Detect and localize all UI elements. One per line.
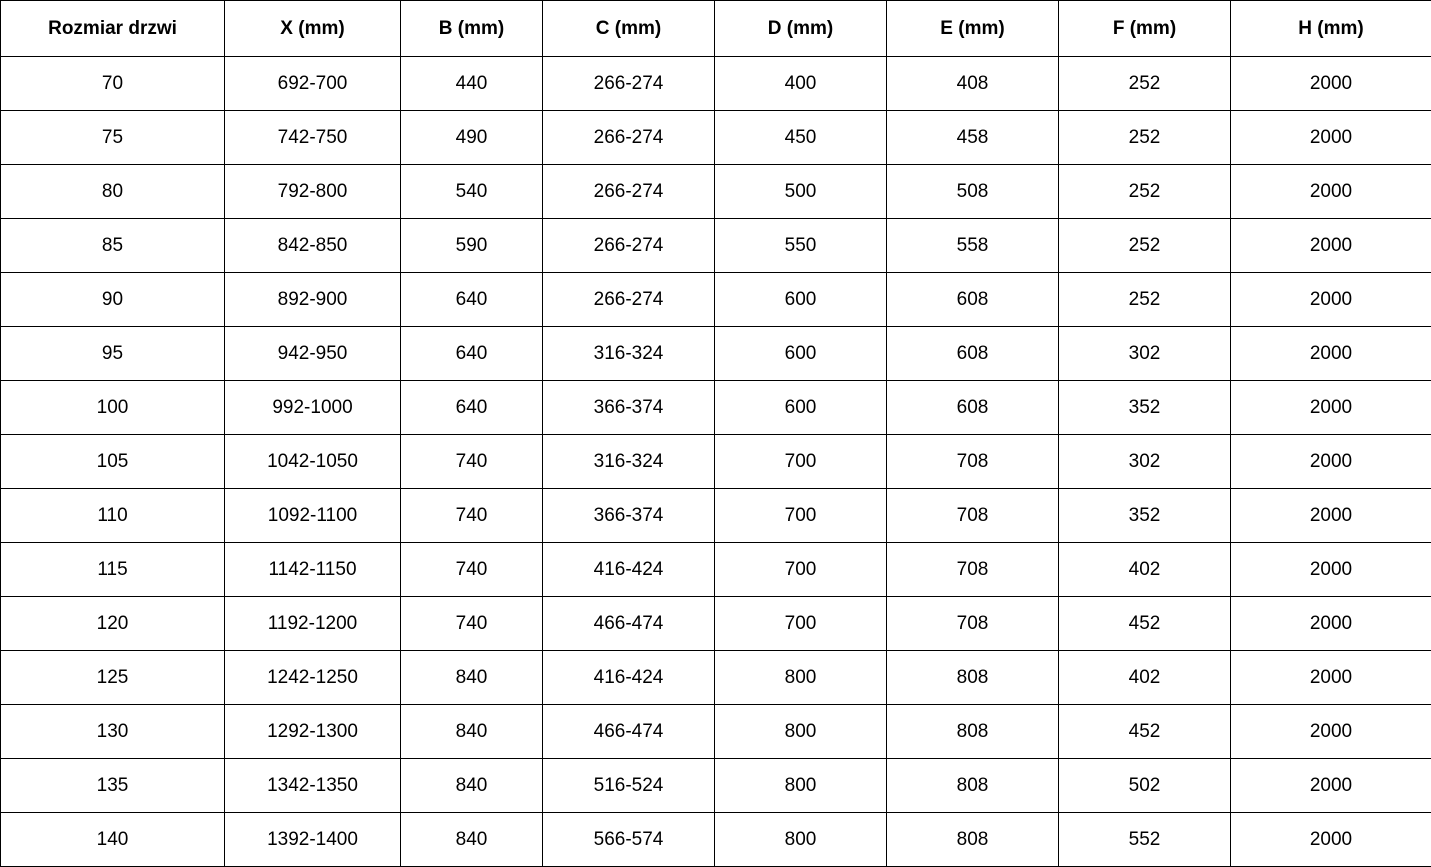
cell-h: 2000 (1231, 489, 1431, 543)
cell-x: 942-950 (225, 327, 401, 381)
table-header (1, 1, 1431, 57)
table-row (1, 705, 1431, 759)
cell-b: 740 (401, 543, 543, 597)
cell-x: 892-900 (225, 273, 401, 327)
cell-d: 600 (715, 381, 887, 435)
cell-e: 458 (887, 111, 1059, 165)
cell-c: 566-574 (543, 813, 715, 867)
cell-c: 416-424 (543, 543, 715, 597)
table-header-row (1, 1, 1431, 57)
cell-f: 452 (1059, 705, 1231, 759)
table-row (1, 543, 1431, 597)
cell-d: 800 (715, 705, 887, 759)
table-row (1, 111, 1431, 165)
cell-h: 2000 (1231, 705, 1431, 759)
table-row (1, 651, 1431, 705)
cell-c: 366-374 (543, 381, 715, 435)
cell-d: 600 (715, 327, 887, 381)
cell-e: 708 (887, 543, 1059, 597)
cell-c: 316-324 (543, 435, 715, 489)
table-row (1, 597, 1431, 651)
cell-door-size: 85 (1, 219, 225, 273)
cell-door-size: 70 (1, 57, 225, 111)
cell-door-size: 75 (1, 111, 225, 165)
cell-h: 2000 (1231, 759, 1431, 813)
cell-b: 840 (401, 813, 543, 867)
cell-h: 2000 (1231, 165, 1431, 219)
cell-c: 516-524 (543, 759, 715, 813)
table-body (1, 57, 1431, 867)
cell-door-size: 95 (1, 327, 225, 381)
cell-door-size: 110 (1, 489, 225, 543)
cell-f: 252 (1059, 273, 1231, 327)
cell-f: 252 (1059, 111, 1231, 165)
cell-h: 2000 (1231, 381, 1431, 435)
cell-b: 640 (401, 327, 543, 381)
cell-h: 2000 (1231, 57, 1431, 111)
cell-b: 840 (401, 705, 543, 759)
table-row (1, 327, 1431, 381)
cell-e: 508 (887, 165, 1059, 219)
cell-b: 640 (401, 273, 543, 327)
cell-e: 608 (887, 327, 1059, 381)
cell-e: 808 (887, 813, 1059, 867)
cell-h: 2000 (1231, 111, 1431, 165)
cell-d: 600 (715, 273, 887, 327)
cell-e: 808 (887, 705, 1059, 759)
cell-b: 440 (401, 57, 543, 111)
cell-d: 700 (715, 435, 887, 489)
cell-f: 352 (1059, 381, 1231, 435)
cell-x: 742-750 (225, 111, 401, 165)
table-row (1, 273, 1431, 327)
column-header-c: C (mm) (543, 1, 715, 57)
cell-x: 1292-1300 (225, 705, 401, 759)
cell-b: 490 (401, 111, 543, 165)
column-header-x: X (mm) (225, 1, 401, 57)
cell-d: 700 (715, 543, 887, 597)
cell-d: 450 (715, 111, 887, 165)
column-header-h: H (mm) (1231, 1, 1431, 57)
cell-d: 400 (715, 57, 887, 111)
cell-door-size: 90 (1, 273, 225, 327)
cell-b: 640 (401, 381, 543, 435)
cell-e: 708 (887, 489, 1059, 543)
cell-door-size: 120 (1, 597, 225, 651)
cell-d: 550 (715, 219, 887, 273)
cell-c: 266-274 (543, 111, 715, 165)
cell-e: 558 (887, 219, 1059, 273)
cell-d: 700 (715, 489, 887, 543)
cell-h: 2000 (1231, 327, 1431, 381)
cell-door-size: 135 (1, 759, 225, 813)
cell-f: 252 (1059, 57, 1231, 111)
column-header-e: E (mm) (887, 1, 1059, 57)
cell-h: 2000 (1231, 651, 1431, 705)
column-header-door-size: Rozmiar drzwi (1, 1, 225, 57)
cell-h: 2000 (1231, 435, 1431, 489)
cell-f: 352 (1059, 489, 1231, 543)
cell-f: 552 (1059, 813, 1231, 867)
cell-c: 266-274 (543, 165, 715, 219)
cell-x: 992-1000 (225, 381, 401, 435)
cell-door-size: 105 (1, 435, 225, 489)
cell-h: 2000 (1231, 273, 1431, 327)
cell-e: 408 (887, 57, 1059, 111)
cell-x: 1142-1150 (225, 543, 401, 597)
table-row (1, 381, 1431, 435)
cell-x: 842-850 (225, 219, 401, 273)
cell-x: 792-800 (225, 165, 401, 219)
table-row (1, 759, 1431, 813)
table-row (1, 435, 1431, 489)
cell-d: 500 (715, 165, 887, 219)
cell-f: 252 (1059, 165, 1231, 219)
cell-h: 2000 (1231, 219, 1431, 273)
cell-x: 1342-1350 (225, 759, 401, 813)
cell-c: 466-474 (543, 705, 715, 759)
cell-f: 502 (1059, 759, 1231, 813)
cell-c: 466-474 (543, 597, 715, 651)
cell-x: 1092-1100 (225, 489, 401, 543)
cell-c: 316-324 (543, 327, 715, 381)
cell-door-size: 100 (1, 381, 225, 435)
cell-e: 608 (887, 273, 1059, 327)
cell-c: 266-274 (543, 273, 715, 327)
cell-door-size: 130 (1, 705, 225, 759)
cell-x: 692-700 (225, 57, 401, 111)
cell-f: 402 (1059, 543, 1231, 597)
column-header-d: D (mm) (715, 1, 887, 57)
cell-f: 302 (1059, 435, 1231, 489)
cell-d: 800 (715, 759, 887, 813)
cell-d: 800 (715, 813, 887, 867)
cell-door-size: 140 (1, 813, 225, 867)
cell-e: 608 (887, 381, 1059, 435)
cell-x: 1192-1200 (225, 597, 401, 651)
cell-door-size: 80 (1, 165, 225, 219)
cell-door-size: 125 (1, 651, 225, 705)
cell-f: 402 (1059, 651, 1231, 705)
cell-c: 266-274 (543, 57, 715, 111)
table-row (1, 219, 1431, 273)
cell-b: 740 (401, 489, 543, 543)
cell-f: 252 (1059, 219, 1231, 273)
cell-c: 366-374 (543, 489, 715, 543)
cell-d: 700 (715, 597, 887, 651)
cell-h: 2000 (1231, 597, 1431, 651)
cell-e: 708 (887, 597, 1059, 651)
table-row (1, 57, 1431, 111)
table-row (1, 489, 1431, 543)
cell-e: 808 (887, 651, 1059, 705)
cell-b: 740 (401, 597, 543, 651)
table-row (1, 165, 1431, 219)
cell-e: 708 (887, 435, 1059, 489)
cell-h: 2000 (1231, 543, 1431, 597)
cell-b: 540 (401, 165, 543, 219)
cell-x: 1242-1250 (225, 651, 401, 705)
cell-c: 416-424 (543, 651, 715, 705)
cell-h: 2000 (1231, 813, 1431, 867)
cell-f: 452 (1059, 597, 1231, 651)
cell-b: 590 (401, 219, 543, 273)
table-row (1, 813, 1431, 867)
cell-door-size: 115 (1, 543, 225, 597)
cell-b: 840 (401, 759, 543, 813)
cell-b: 840 (401, 651, 543, 705)
cell-x: 1392-1400 (225, 813, 401, 867)
cell-c: 266-274 (543, 219, 715, 273)
cell-d: 800 (715, 651, 887, 705)
cell-x: 1042-1050 (225, 435, 401, 489)
cell-e: 808 (887, 759, 1059, 813)
column-header-b: B (mm) (401, 1, 543, 57)
cell-b: 740 (401, 435, 543, 489)
cell-f: 302 (1059, 327, 1231, 381)
column-header-f: F (mm) (1059, 1, 1231, 57)
